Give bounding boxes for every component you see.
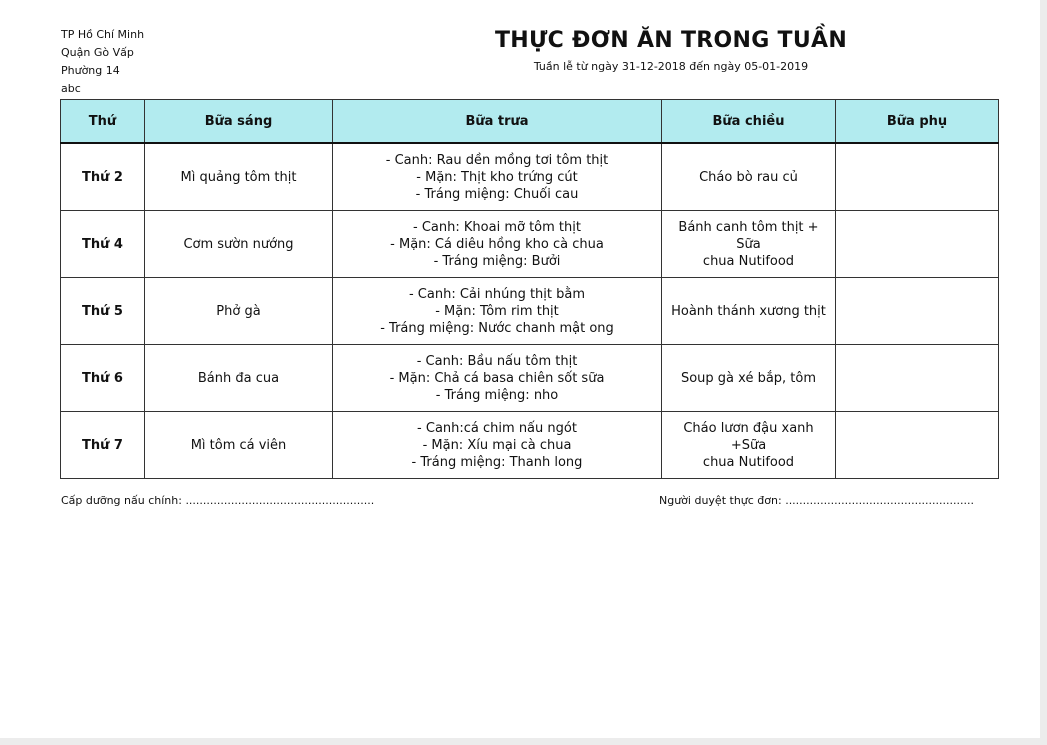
cell-day: Thứ 4 xyxy=(61,211,145,278)
lunch-item: - Tráng miệng: Chuối cau xyxy=(415,186,579,202)
cell-breakfast: Mì tôm cá viên xyxy=(145,412,333,479)
cell-breakfast: Phở gà xyxy=(145,278,333,345)
address-extra: abc xyxy=(61,82,81,95)
cell-snack xyxy=(836,143,999,211)
lunch-item: - Mặn: Tôm rim thịt xyxy=(435,303,559,319)
lunch-item: - Tráng miệng: Nước chanh mật ong xyxy=(380,320,614,336)
cell-snack xyxy=(836,345,999,412)
cell-lunch xyxy=(333,278,662,345)
cell-day: Thứ 6 xyxy=(61,345,145,412)
cell-lunch xyxy=(333,211,662,278)
cell-snack xyxy=(836,211,999,278)
table-row xyxy=(61,211,999,278)
cell-afternoon xyxy=(662,211,836,278)
cell-afternoon xyxy=(662,143,836,211)
cell-day: Thứ 5 xyxy=(61,278,145,345)
approver-signature-line: Người duyệt thực đơn: ...................................................... xyxy=(659,494,975,507)
cell-breakfast: Cơm sườn nướng xyxy=(145,211,333,278)
afternoon-item: Soup gà xé bắp, tôm xyxy=(680,370,817,386)
address-ward: Phường 14 xyxy=(61,64,120,77)
col-header-lunch: Bữa trưa xyxy=(333,100,662,144)
weekly-menu-table xyxy=(60,99,999,479)
afternoon-item: Bánh canh tôm thịt + Sữa xyxy=(678,219,819,252)
afternoon-item: chua Nutifood xyxy=(702,454,795,470)
lunch-item: - Tráng miệng: Thanh long xyxy=(411,454,583,470)
lunch-item: - Canh: Khoai mỡ tôm thịt xyxy=(413,219,581,235)
lunch-item: - Canh: Cải nhúng thịt bằm xyxy=(408,286,586,302)
cell-day: Thứ 2 xyxy=(61,143,145,211)
col-header-breakfast: Bữa sáng xyxy=(145,100,333,144)
lunch-item: - Canh:cá chim nấu ngót xyxy=(417,420,577,436)
table-row xyxy=(61,278,999,345)
afternoon-item: Hoành thánh xương thịt xyxy=(671,303,826,319)
afternoon-item: Cháo lươn đậu xanh +Sữa xyxy=(683,420,814,453)
cell-day: Thứ 7 xyxy=(61,412,145,479)
table-row xyxy=(61,345,999,412)
lunch-item: - Canh: Rau dền mồng tơi tôm thịt xyxy=(385,152,609,168)
cell-afternoon xyxy=(662,345,836,412)
cell-lunch xyxy=(333,143,662,211)
chef-signature-line: Cấp dưỡng nấu chính: ...................................................... xyxy=(61,494,375,507)
cell-snack xyxy=(836,412,999,479)
lunch-item: - Mặn: Thịt kho trứng cút xyxy=(416,169,578,185)
cell-afternoon xyxy=(662,412,836,479)
table-row xyxy=(61,143,999,211)
col-header-snack: Bữa phụ xyxy=(836,100,999,144)
cell-breakfast: Mì quảng tôm thịt xyxy=(145,143,333,211)
table-header-row xyxy=(61,100,999,144)
address-block xyxy=(61,26,144,98)
col-header-afternoon: Bữa chiều xyxy=(662,100,836,144)
lunch-item: - Tráng miệng: nho xyxy=(435,387,559,403)
cell-lunch xyxy=(333,412,662,479)
col-header-day: Thứ xyxy=(61,100,145,144)
lunch-item: - Mặn: Cá diêu hồng kho cà chua xyxy=(390,236,604,252)
address-city: TP Hồ Chí Minh xyxy=(61,28,145,41)
cell-breakfast: Bánh đa cua xyxy=(145,345,333,412)
afternoon-item: Cháo bò rau củ xyxy=(699,169,798,185)
afternoon-item: chua Nutifood xyxy=(702,253,795,269)
cell-lunch xyxy=(333,345,662,412)
lunch-item: - Mặn: Chả cá basa chiên sốt sữa xyxy=(389,370,605,386)
lunch-item: - Mặn: Xíu mại cà chua xyxy=(422,437,572,453)
lunch-item: - Tráng miệng: Bưởi xyxy=(433,253,561,269)
lunch-item: - Canh: Bầu nấu tôm thịt xyxy=(416,353,578,369)
table-row xyxy=(61,412,999,479)
cell-afternoon xyxy=(662,278,836,345)
address-district: Quận Gò Vấp xyxy=(61,46,134,59)
week-range: Tuần lễ từ ngày 31-12-2018 đến ngày 05-01-2019 xyxy=(533,60,809,73)
page-title: THỰC ĐƠN ĂN TRONG TUẦN xyxy=(494,28,848,53)
cell-snack xyxy=(836,278,999,345)
